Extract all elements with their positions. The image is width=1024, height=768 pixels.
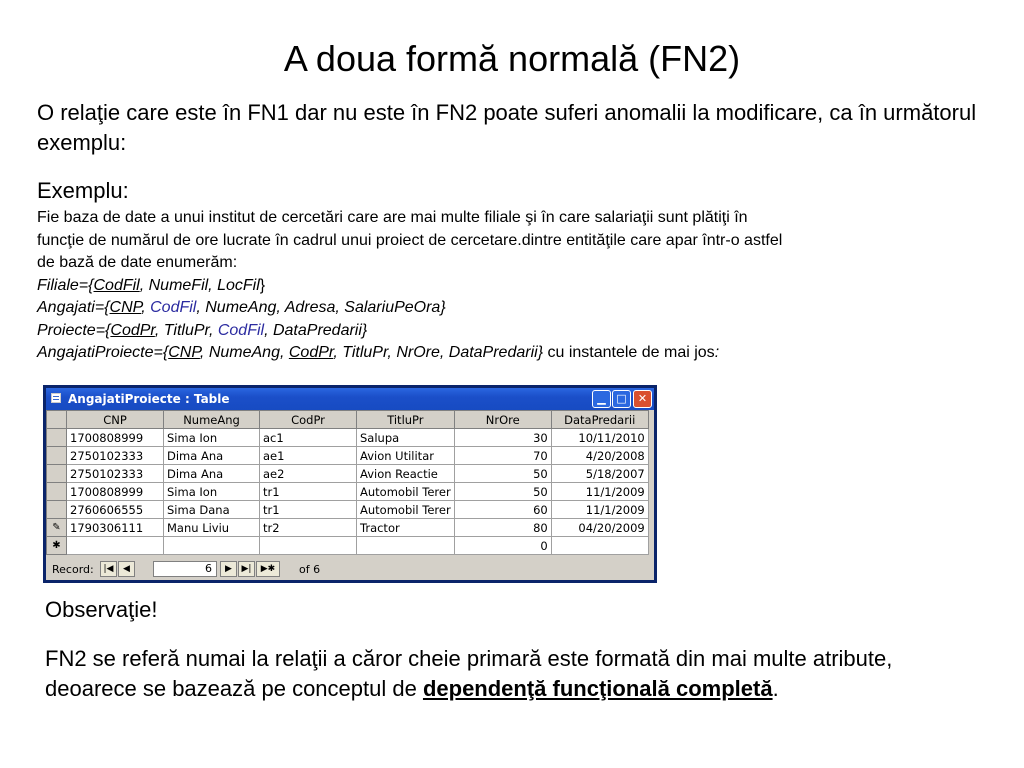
schema-text: , TitluPr, (154, 321, 218, 339)
table-cell[interactable]: 2750102333 (67, 465, 164, 483)
table-cell[interactable]: Avion Reactie (357, 465, 455, 483)
table-cell[interactable]: 50 (454, 465, 551, 483)
schema-text: , (141, 299, 151, 316)
observation-heading: Observaţie! (45, 597, 158, 622)
table-cell[interactable]: Avion Utilitar (357, 447, 455, 465)
table-cell[interactable]: Dima Ana (164, 465, 260, 483)
table-cell[interactable]: 10/11/2010 (551, 429, 648, 447)
minimize-icon: ▁ (597, 392, 606, 405)
column-header[interactable]: CNP (67, 411, 164, 429)
table-cell[interactable]: Tractor (357, 519, 455, 537)
prev-record-button[interactable] (118, 561, 135, 577)
record-total (299, 563, 320, 576)
example-line-2: funcţie de numărul de ore lucrate în cadrul unui proiect de cercetare.dintre entităţile care apar într-o astfel (37, 231, 783, 249)
table-cell[interactable]: tr2 (260, 519, 357, 537)
schema-text: AngajatiProiecte={ (37, 344, 169, 361)
example-line-1: Fie baza de date a unui institut de cercetări care are mai multe filiale şi în care salariaţii sunt plătiţi în (37, 209, 748, 226)
datasheet-area (46, 410, 654, 562)
row-selector[interactable] (47, 465, 67, 483)
table-row[interactable] (47, 519, 649, 537)
table-cell[interactable]: 1700808999 (67, 429, 164, 447)
record-label: Record: (52, 563, 94, 576)
primary-key: CNP (168, 344, 200, 361)
table-cell[interactable]: Sima Ion (164, 483, 260, 501)
schema-text: Proiecte={ (37, 321, 111, 339)
table-cell[interactable] (67, 537, 164, 555)
table-cell[interactable] (357, 537, 455, 555)
schema-angajatiproiecte (37, 342, 997, 365)
table-cell[interactable]: ae2 (260, 465, 357, 483)
column-header[interactable]: NumeAng (164, 411, 260, 429)
table-cell[interactable]: 80 (454, 519, 551, 537)
close-icon: ✕ (637, 392, 648, 405)
table-icon (51, 393, 61, 403)
schema-text: cu instantele de mai jos (543, 344, 715, 361)
table-cell[interactable]: 60 (454, 501, 551, 519)
example-line-3: de bază de date enumerăm: (37, 254, 238, 271)
table-cell[interactable]: Salupa (357, 429, 455, 447)
table-cell[interactable]: 70 (454, 447, 551, 465)
fn2-emphasis: dependenţă funcţională completă (422, 676, 773, 701)
new-record-row[interactable] (47, 537, 649, 555)
schema-angajati (37, 297, 997, 320)
table-cell[interactable]: ae1 (260, 447, 357, 465)
first-record-icon: |◀ (103, 564, 114, 574)
schema-text: } (259, 276, 266, 294)
table-cell[interactable]: Automobil Terer (357, 483, 455, 501)
fn2-text: FN2 se referă numai la relaţii a căror cheie primară este formată din mai multe atribute, deoarece se bazează pe conceptul de (45, 646, 893, 701)
primary-key: CodFil (93, 276, 140, 294)
schema-text: Filiale={ (37, 276, 94, 294)
table-cell[interactable] (164, 537, 260, 555)
table-row[interactable] (47, 429, 649, 447)
table-row[interactable] (47, 483, 649, 501)
row-selector[interactable] (47, 429, 67, 447)
close-button[interactable] (633, 390, 652, 408)
next-record-icon: ▶ (225, 564, 232, 574)
table-cell[interactable]: ac1 (260, 429, 357, 447)
table-cell[interactable]: 0 (454, 537, 551, 555)
table-cell[interactable]: 50 (454, 483, 551, 501)
table-cell[interactable]: Sima Dana (164, 501, 260, 519)
table-cell[interactable]: 2750102333 (67, 447, 164, 465)
column-header[interactable]: NrOre (454, 411, 551, 429)
table-cell[interactable]: 2760606555 (67, 501, 164, 519)
table-cell[interactable]: tr1 (260, 501, 357, 519)
column-header[interactable]: CodPr (260, 411, 357, 429)
record-number-input[interactable]: 6 (153, 561, 217, 577)
row-selector[interactable] (47, 501, 67, 519)
table-cell[interactable]: 1790306111 (67, 519, 164, 537)
schema-text: , TitluPr, NrOre, DataPredarii} (333, 344, 544, 361)
foreign-key: CodFil (217, 321, 265, 339)
table-cell[interactable]: Dima Ana (164, 447, 260, 465)
corner-selector[interactable] (47, 411, 67, 429)
minimize-button[interactable] (592, 390, 611, 408)
maximize-button[interactable] (612, 390, 631, 408)
table-cell[interactable]: 5/18/2007 (551, 465, 648, 483)
schema-text: Angajati={ (37, 299, 110, 316)
primary-key: CodPr (288, 344, 334, 361)
table-row[interactable] (47, 447, 649, 465)
new-record-button[interactable] (256, 561, 280, 577)
new-record-icon: ▶✱ (260, 564, 276, 574)
fn2-end: . (772, 676, 779, 701)
example-heading: Exemplu: (37, 178, 129, 203)
total-count: 6 (313, 563, 321, 576)
table-row[interactable] (47, 501, 649, 519)
table-cell[interactable]: 04/20/2009 (551, 519, 648, 537)
schema-text: , NumeFil, LocFil (139, 276, 260, 294)
primary-key: CNP (109, 299, 142, 316)
schema-text: , NumeAng, (199, 344, 289, 361)
window-titlebar[interactable] (46, 388, 654, 410)
row-selector[interactable] (47, 483, 67, 501)
intro-paragraph: O relaţie care este în FN1 dar nu este în FN2 poate suferi anomalii la modificare, ca în următorul exemplu: (37, 100, 977, 155)
table-cell[interactable]: Manu Liviu (164, 519, 260, 537)
maximize-icon: □ (616, 392, 627, 405)
fn2-paragraph (45, 644, 975, 704)
example-body (37, 207, 997, 365)
header-row (47, 411, 649, 429)
table-cell[interactable]: 30 (454, 429, 551, 447)
table-cell[interactable]: tr1 (260, 483, 357, 501)
table-cell[interactable] (260, 537, 357, 555)
foreign-key: CodFil (150, 299, 197, 316)
new-row-icon[interactable]: ✱ (47, 537, 67, 555)
schema-text: , NumeAng, Adresa, SalariuPeOra} (196, 299, 446, 316)
table-cell[interactable]: 11/1/2009 (551, 483, 648, 501)
primary-key: CodPr (110, 321, 155, 339)
prev-record-icon: ◀ (123, 564, 130, 574)
schema-proiecte (37, 320, 997, 343)
schema-filiale (37, 275, 997, 298)
row-selector[interactable] (47, 447, 67, 465)
datasheet-grid (46, 410, 649, 555)
edit-pencil-icon[interactable]: ✎ (47, 519, 67, 537)
table-cell[interactable] (551, 537, 648, 555)
table-cell[interactable]: Automobil Terer (357, 501, 455, 519)
table-row[interactable] (47, 465, 649, 483)
last-record-icon: ▶| (241, 564, 252, 574)
schema-text: : (714, 344, 720, 361)
column-header[interactable]: TitluPr (357, 411, 455, 429)
column-header[interactable]: DataPredarii (551, 411, 648, 429)
last-record-button[interactable] (238, 561, 255, 577)
table-cell[interactable]: 1700808999 (67, 483, 164, 501)
of-label: of (299, 563, 310, 576)
record-navigator (46, 559, 654, 580)
first-record-button[interactable] (100, 561, 117, 577)
schema-text: , DataPredarii} (264, 321, 368, 339)
table-cell[interactable]: 4/20/2008 (551, 447, 648, 465)
table-cell[interactable]: 11/1/2009 (551, 501, 648, 519)
access-table-window (43, 385, 657, 583)
table-cell[interactable]: Sima Ion (164, 429, 260, 447)
window-title: AngajatiProiecte : Table (68, 392, 230, 406)
slide-title: A doua formă normală (FN2) (283, 38, 741, 79)
next-record-button[interactable] (220, 561, 237, 577)
